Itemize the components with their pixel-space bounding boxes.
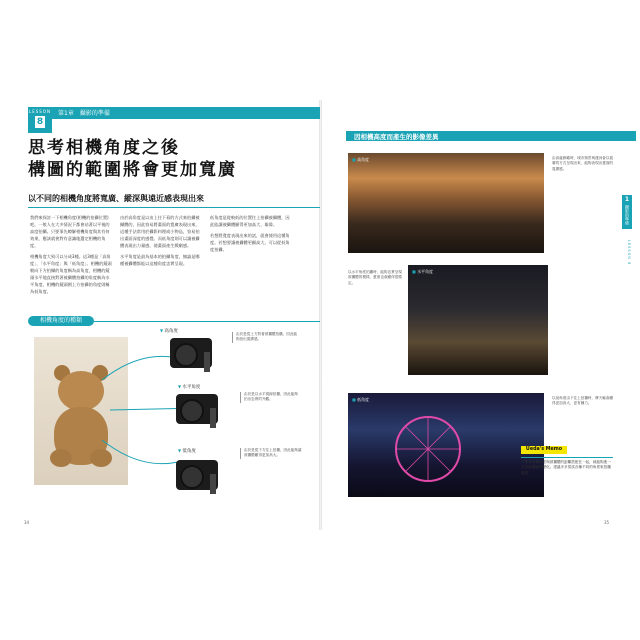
body-column-3	[210, 214, 292, 257]
right-section-title: 因相機高度而產生的影像差異	[354, 133, 439, 141]
photo-tag-low: ■ 低角度	[352, 397, 369, 403]
side-tab-number: 1	[624, 196, 630, 203]
camera-high-angle-icon	[170, 338, 212, 368]
right-section-bar	[346, 131, 636, 141]
side-tab-text: 攝影的準備	[625, 205, 630, 225]
page-number-right: 35	[604, 520, 610, 525]
section-header	[28, 316, 320, 326]
photo-venice-high-angle	[348, 153, 544, 253]
angle-label-level: ▼ 水平角度	[178, 384, 200, 390]
paragraph: 相機角度大致可以分成3種。這3種是「高角度」、「水平角度」與「低角度」。相機的鏡頭朝向下方拍攝的角度稱為高角度，相機的鏡頭水平地直接對著被攝體拍攝的角度稱為水平角度，相機的鏡頭朝上方拍攝的角度則稱為低角度。	[30, 254, 112, 294]
lesson-number: 8	[36, 117, 44, 127]
camera-low-angle-icon	[176, 460, 218, 490]
section-rule	[94, 321, 320, 322]
photo-tag-high: ■ 高角度	[352, 157, 369, 163]
photo-ferris-wheel-low-angle	[348, 393, 544, 497]
camera-level-angle-icon	[176, 394, 218, 424]
body-column-1	[30, 214, 112, 299]
title-line-2: 構圖的範圍將會更加寬廣	[28, 160, 237, 180]
subtitle: 以不同的相機角度將寬廣、縱深與遠近感表現出來	[28, 193, 320, 208]
angle-label-low: ▼ 低角度	[178, 448, 196, 454]
paragraph: 由於高角度是以由上往下看的方式來拍攝被攝體的，因此容易將畫面的寬廣表現出來，這種手法常用於攝影料理或小物品，容易拍出畫面深度的感覺。而低角度則可以讓被攝體表現出力量感，使畫面產生戲劇感。	[120, 215, 200, 248]
body-column-2	[120, 214, 202, 271]
title-line-1: 思考相機角度之後	[28, 138, 180, 158]
bear-head	[58, 371, 104, 411]
lesson-badge	[28, 107, 52, 133]
photo-tag-level: ■ 水平角度	[412, 269, 433, 275]
paragraph: 水平角度是最為基本的拍攝角度，無論是哪種被攝體都能以這種角度忠實呈現。	[120, 254, 200, 266]
angle-caption-level: 由於是以水平視線拍攝，因此能夠拍出忠實的外觀。	[240, 392, 300, 403]
bear-foot	[50, 449, 72, 467]
angle-caption-low: 由於是從下方往上拍攝，因此能夠讓被攝體顯得更加高大。	[240, 448, 304, 459]
photo-caption-level: 以水平角度拍攝時，能夠忠實呈現被攝體的模樣，畫面也會顯得很穩定。	[348, 270, 402, 285]
photo-caption-high: 由高處俯瞰時，城市街景與運河會以寬廣的方式呈現出來，能夠表現出畫面的寬廣感。	[552, 156, 614, 171]
memo-text: 只要將相機角度與被攝體的距離搭配在一起，就能夠進一步拓展構圖的變化。建議多多嘗試各種不同的角度來拍攝看看。	[521, 457, 613, 476]
section-label: 相機角度的種類	[28, 316, 94, 326]
angle-caption-high: 由於是從上方對著被攝體拍攝，因此能夠拍出寬廣感。	[232, 332, 298, 343]
chapter-bar	[52, 107, 320, 119]
paragraph: 我們來探討一下相機角度(相機的拍攝位置)吧。一般人在大多情況下都會站著以平視的高度拍攝。只要事先瞭解相機角度與其有何效果，應該就會對有意識地選定相機的角度。	[30, 215, 110, 248]
chapter-label: 第1章 攝影的準備	[58, 110, 110, 117]
memo-title: Ueda's Memo	[521, 446, 567, 454]
paragraph: 若想將寬度表現出來的話，就會使用這種角度。若想要讓被攝體更顯高大，可以從低角度拍攝。	[210, 233, 290, 252]
chapter-side-tab	[622, 195, 632, 229]
angle-label-high: ▼ 高角度	[160, 328, 178, 334]
photo-street-level-angle	[408, 265, 548, 375]
page-title	[28, 137, 318, 181]
lesson-label: LESSON	[29, 109, 51, 114]
ferris-wheel-icon	[388, 409, 468, 489]
paragraph: 低角度是從較低的位置往上拍攝被攝體，因此能讓被攝體顯得更加高大、雄偉。	[210, 215, 290, 227]
photo-caption-low: 以低角度由下往上拍攝時，摩天輪會顯得更加高大、更有魄力。	[552, 396, 614, 406]
page-number-left: 34	[24, 520, 30, 525]
side-lesson-label: LESSON 8	[627, 240, 631, 266]
